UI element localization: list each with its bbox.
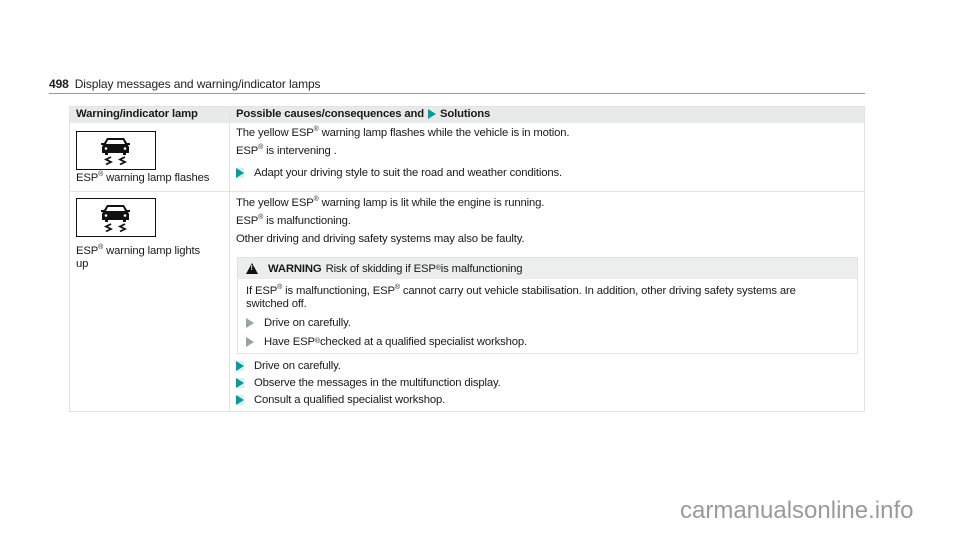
header-lamp: Warning/indicator lamp [76, 108, 198, 120]
cause-text: Other driving and driving safety systems may also be faulty. [236, 233, 525, 245]
warning-header: ! WARNING Risk of skidding if ESP ® is malfunctioning [238, 258, 857, 279]
watermark: carmanualsonline.info [680, 497, 914, 524]
warning-step: Have ESP ® checked at a qualified specialist workshop. [246, 336, 527, 348]
header-causes: Possible causes/consequences and Solutions [236, 108, 491, 120]
cause-text: ESP® is malfunctioning. [236, 214, 351, 227]
page-number: 498 [49, 77, 69, 91]
solution-step: Adapt your driving style to suit the road and weather conditions. [236, 167, 562, 179]
column-divider [229, 107, 230, 411]
warning-body: switched off. [246, 298, 307, 310]
warning-lamp-table [69, 106, 865, 412]
esp-skidding-car-icon [76, 131, 156, 170]
solution-step: Drive on carefully. [236, 360, 341, 372]
solution-arrow-icon [236, 378, 244, 388]
solutions-list [236, 107, 856, 411]
solution-step: Consult a qualified specialist workshop. [236, 394, 445, 406]
cause-text: The yellow ESP® warning lamp is lit while the engine is running. [236, 196, 545, 209]
page-header [49, 75, 865, 94]
cause-text: ESP® is intervening . [236, 144, 337, 157]
warning-step: Drive on carefully. [246, 317, 351, 329]
esp-skidding-car-icon [76, 198, 156, 237]
warning-body: If ESP® is malfunctioning, ESP® cannot carry out vehicle stabilisation. In addition, other driving safety systems are [246, 284, 796, 297]
page-title: Display messages and warning/indicator lamps [74, 77, 321, 91]
lamp-label: ESP® warning lamp flashes [76, 171, 210, 184]
solution-arrow-icon [236, 361, 244, 371]
lamp-label: ESP® warning lamp lights up [76, 244, 201, 270]
solution-arrow-icon [236, 395, 244, 405]
solution-step: Observe the messages in the multifunction display. [236, 377, 501, 389]
cause-text: The yellow ESP® warning lamp flashes while the vehicle is in motion. [236, 126, 570, 139]
